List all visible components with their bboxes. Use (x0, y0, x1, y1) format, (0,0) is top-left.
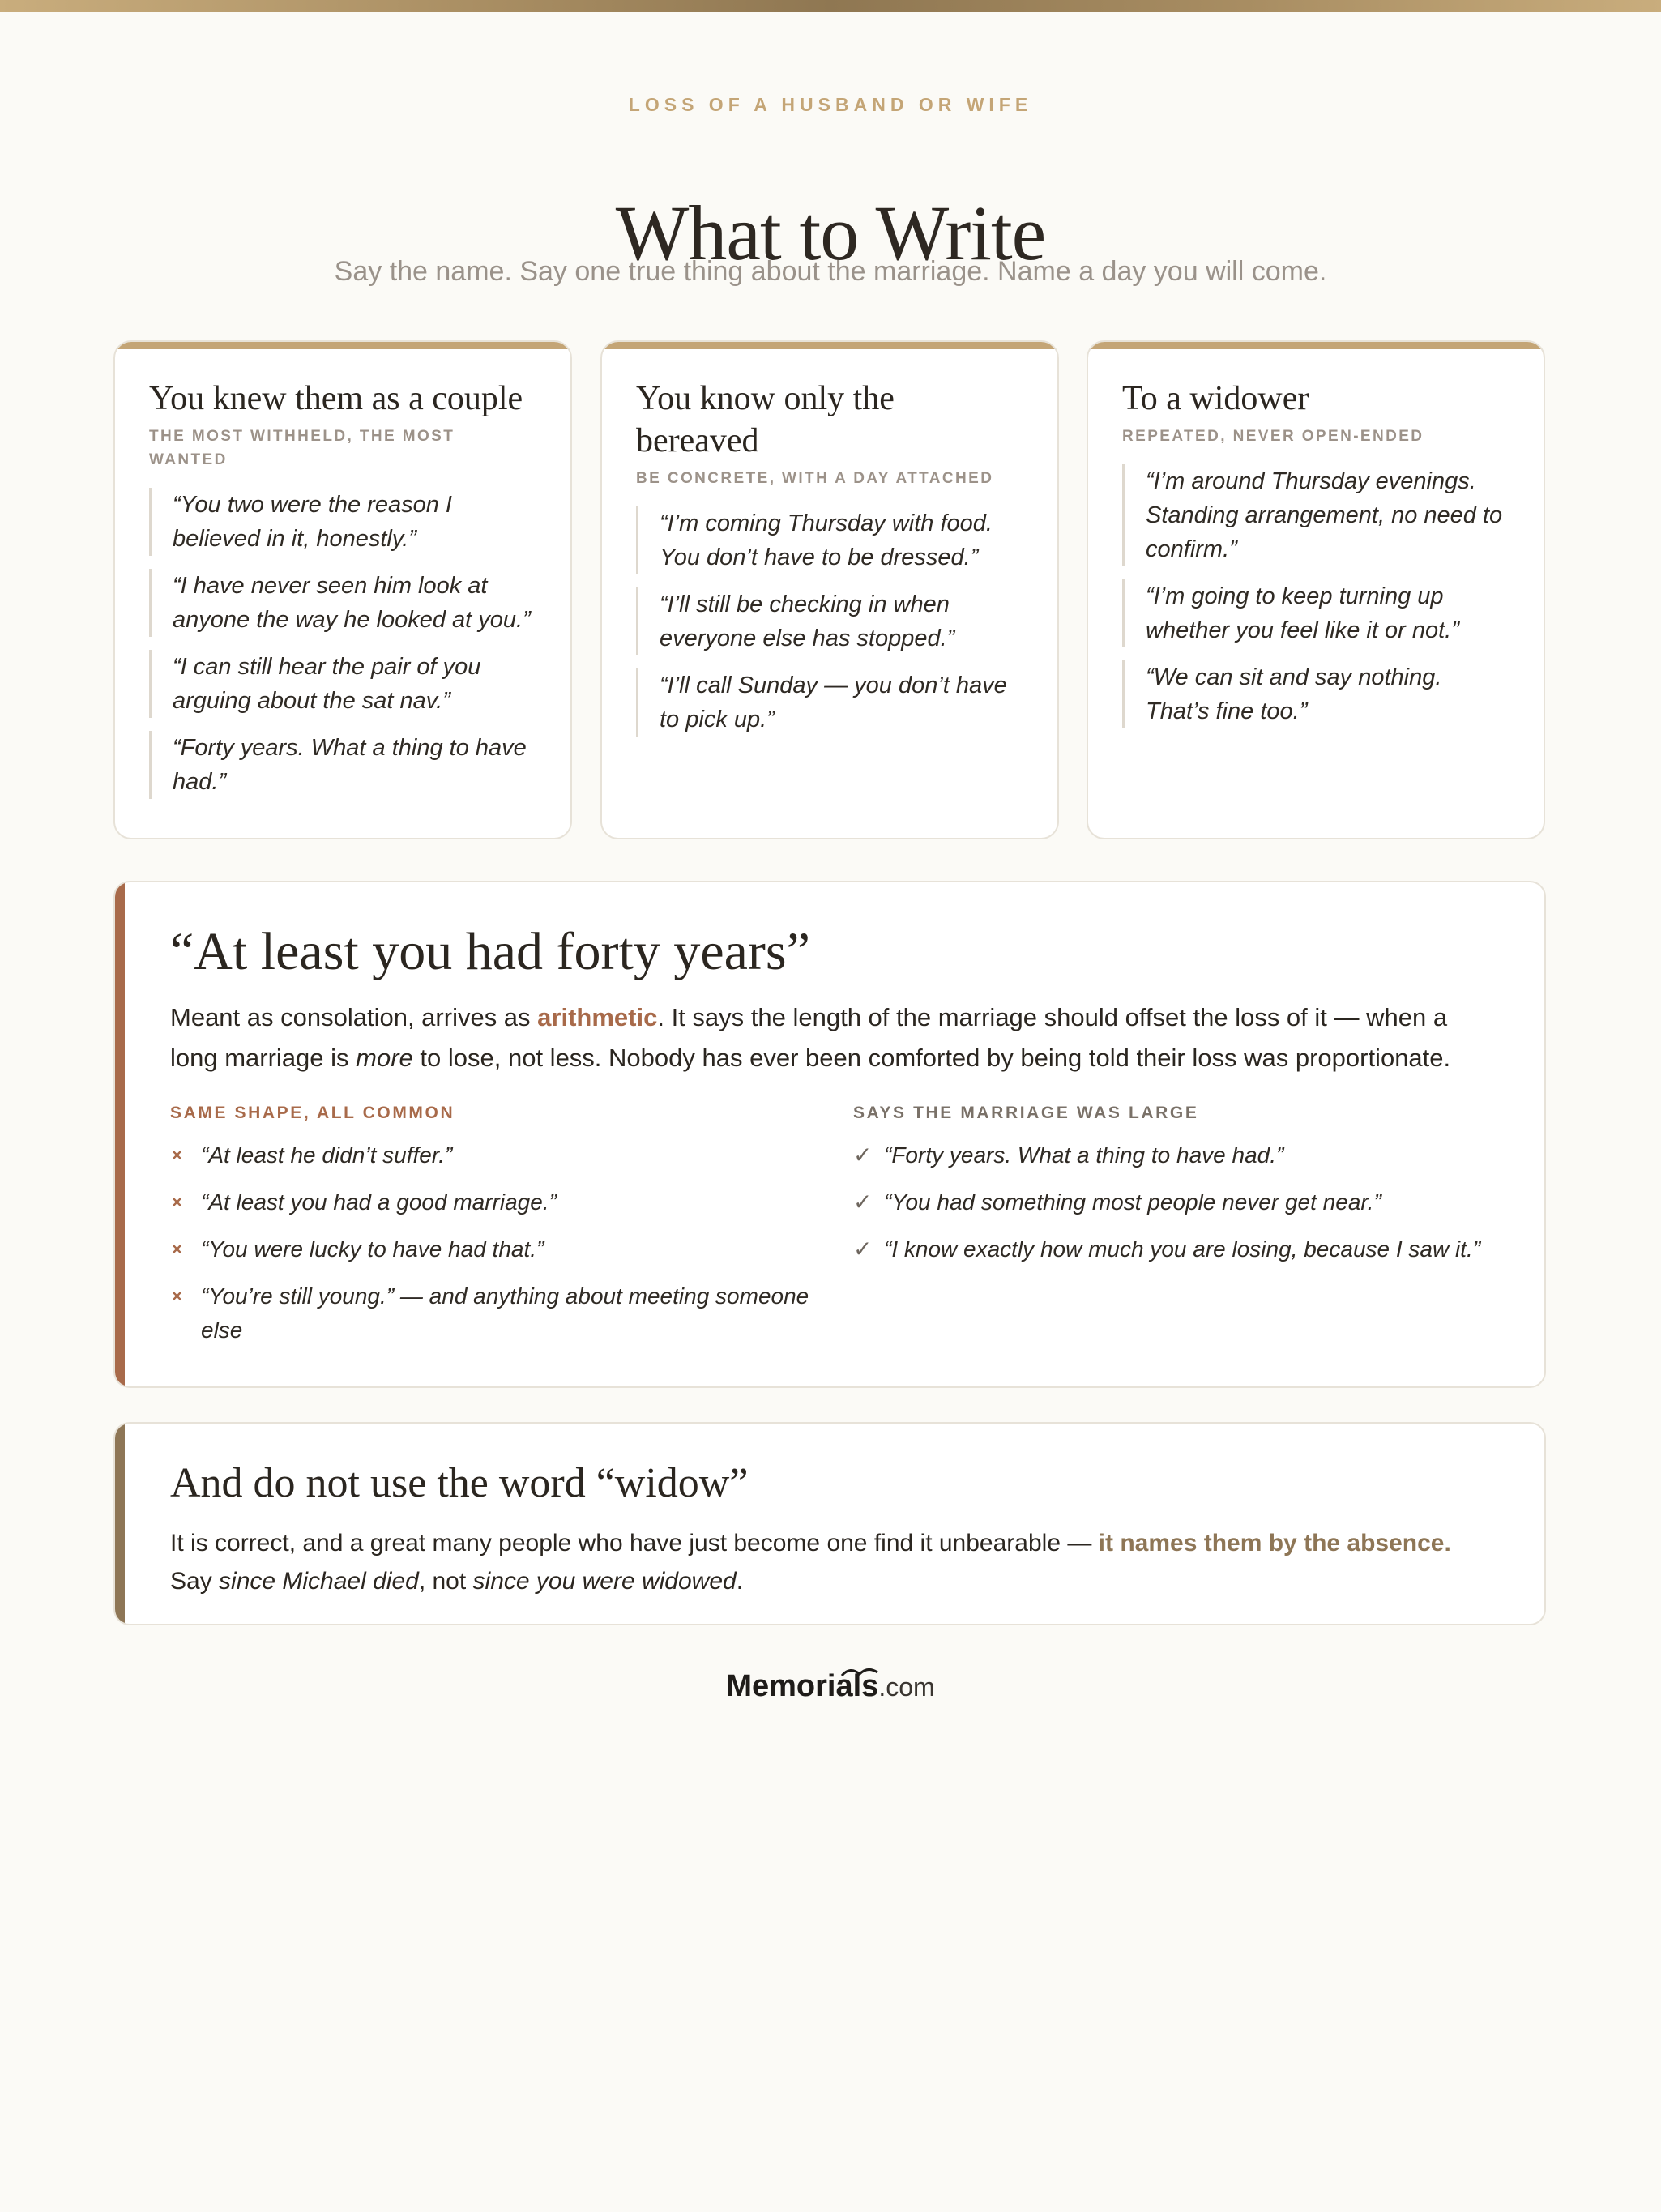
check-icon: ✓ (853, 1142, 873, 1168)
card-widower (1087, 340, 1545, 839)
body-text: , not (418, 1568, 473, 1595)
prefer-item-text: “Forty years. What a thing to have had.” (884, 1142, 1284, 1168)
cross-icon: × (172, 1145, 182, 1165)
card-title: You know only the bereaved (636, 380, 895, 459)
panel-widow-word (113, 1422, 1546, 1625)
cross-icon: × (172, 1286, 182, 1306)
prefer-item (853, 1232, 1485, 1266)
quote-item: “I’ll still be checking in when everyone else has stopped.” (636, 587, 1025, 655)
prefer-item (853, 1185, 1485, 1219)
prefer-column (853, 1101, 1485, 1266)
card-couple (113, 340, 572, 839)
panel-body (170, 1524, 1499, 1600)
highlight-absence: it names them by the absence. (1098, 1530, 1451, 1557)
quote-item: “I’m around Thursday evenings. Standing arrangement, no need to confirm.” (1122, 464, 1511, 566)
avoid-item (170, 1232, 810, 1266)
highlight-arithmetic: arithmetic (537, 1003, 658, 1031)
prefer-item-text: “You had something most people never get near.” (884, 1189, 1381, 1215)
quote-item: “I’m going to keep turning up whether you feel like it or not.” (1122, 579, 1511, 647)
check-icon: ✓ (853, 1189, 873, 1215)
avoid-heading: SAME SHAPE, ALL COMMON (170, 1104, 455, 1122)
avoid-column (170, 1101, 810, 1347)
quote-item: “I have never seen him look at anyone the way he looked at you.” (149, 569, 538, 637)
avoid-item (170, 1138, 810, 1172)
avoid-item (170, 1185, 810, 1219)
avoid-item-text: “You’re still young.” — and anything about meeting someone else (201, 1283, 809, 1343)
avoid-item-text: “At least he didn’t suffer.” (201, 1142, 453, 1168)
panel-body (170, 997, 1499, 1078)
cross-icon: × (172, 1239, 182, 1259)
eyebrow-label: LOSS OF A HUSBAND OR WIFE (628, 94, 1033, 115)
avoid-item-text: “You were lucky to have had that.” (201, 1236, 544, 1262)
quote-item: “Forty years. What a thing to have had.” (149, 731, 538, 799)
emphasis-since-widowed: since you were widowed (472, 1568, 737, 1595)
panel-forty-years (113, 881, 1546, 1388)
body-text: Meant as consolation, arrives as (170, 1003, 538, 1031)
card-title: To a widower (1122, 380, 1309, 417)
page-title: What to Write (615, 190, 1046, 277)
body-text: . It says the length of the marriage should offset the loss of it — when a long marriage is (170, 1003, 1448, 1072)
avoid-item-text: “At least you had a good marriage.” (201, 1189, 557, 1215)
panel-heading: And do not use the word “widow” (170, 1460, 749, 1506)
body-text: . (736, 1568, 744, 1595)
top-accent-bar (0, 0, 1661, 12)
memorials-logo[interactable] (0, 1669, 1661, 1704)
card-title: You knew them as a couple (149, 380, 523, 417)
bird-icon (840, 1664, 881, 1679)
quote-item: “You two were the reason I believed in it, honestly.” (149, 488, 538, 556)
emphasis-since-michael: since Michael died (219, 1568, 419, 1595)
logo-name: Memorials (726, 1669, 879, 1703)
card-tag: REPEATED, NEVER OPEN-ENDED (1122, 428, 1424, 445)
quote-item: “We can sit and say nothing. That’s fine too.” (1122, 660, 1511, 728)
body-text: to lose, not less. Nobody has ever been comforted by being told their loss was proportionate. (412, 1044, 1451, 1072)
check-icon: ✓ (853, 1236, 873, 1262)
cross-icon: × (172, 1192, 182, 1212)
prefer-item (853, 1138, 1485, 1172)
quote-item: “I can still hear the pair of you arguing about the sat nav.” (149, 650, 538, 718)
page-subtitle: Say the name. Say one true thing about the marriage. Name a day you will come. (334, 256, 1327, 287)
card-tag: THE MOST WITHHELD, THE MOST WANTED (149, 428, 455, 468)
card-tag: BE CONCRETE, WITH A DAY ATTACHED (636, 470, 994, 487)
body-text: Say (170, 1568, 220, 1595)
body-text: It is correct, and a great many people who have just become one find it unbearable — (170, 1530, 1099, 1557)
logo-suffix: .com (878, 1672, 935, 1702)
quote-item: “I’m coming Thursday with food. You don’t have to be dressed.” (636, 506, 1025, 574)
panel-heading: “At least you had forty years” (170, 922, 810, 981)
card-bereaved (600, 340, 1059, 839)
prefer-heading: SAYS THE MARRIAGE WAS LARGE (853, 1104, 1199, 1122)
prefer-item-text: “I know exactly how much you are losing, because I saw it.” (884, 1236, 1481, 1262)
emphasis-more: more (356, 1044, 413, 1072)
quote-item: “I’ll call Sunday — you don’t have to pick up.” (636, 668, 1025, 737)
avoid-item (170, 1279, 810, 1347)
